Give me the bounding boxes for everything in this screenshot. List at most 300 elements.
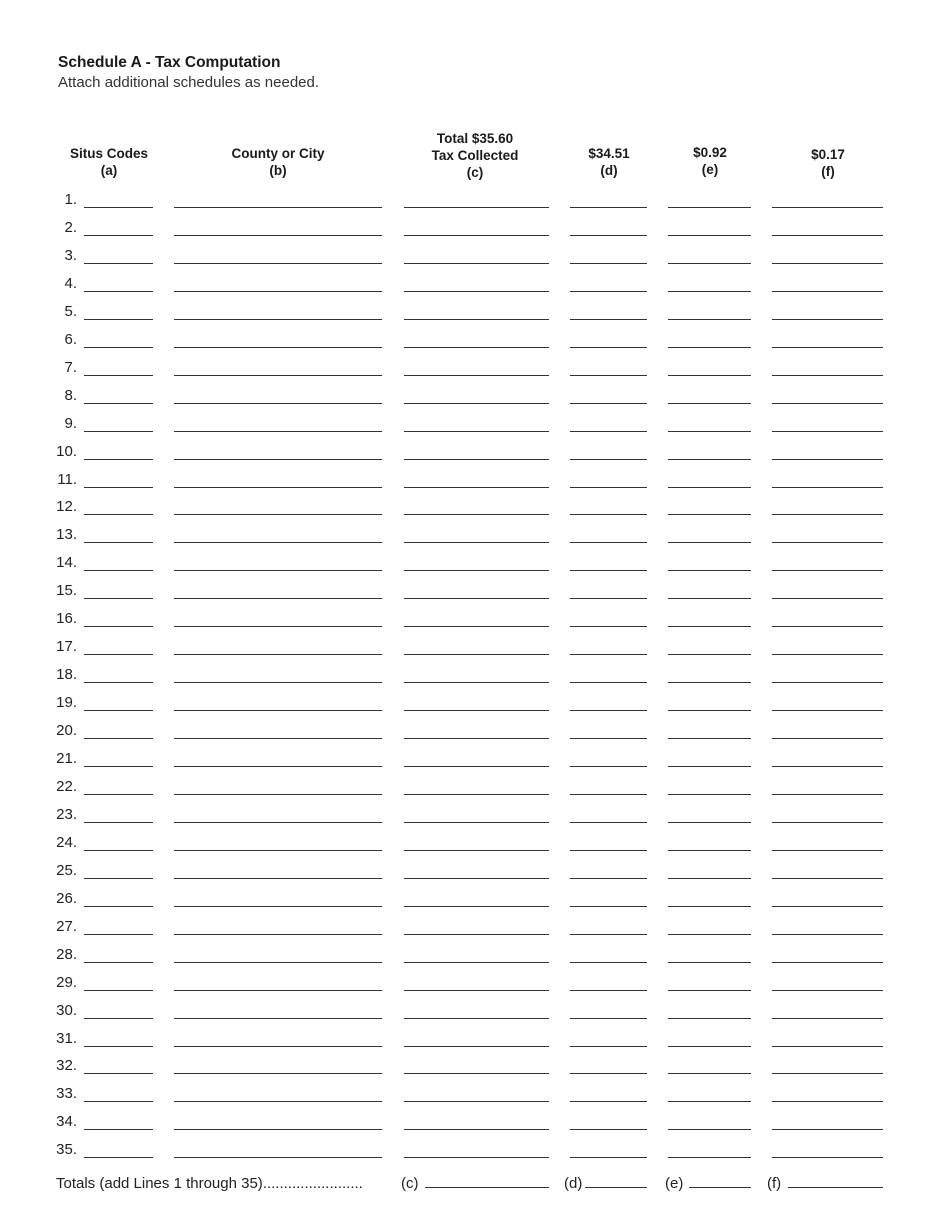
totals-f-field[interactable] <box>788 1187 883 1188</box>
row-number: 15. <box>56 582 77 600</box>
entry-field-e[interactable] <box>668 822 751 823</box>
entry-field-d[interactable] <box>570 347 647 348</box>
entry-field-c[interactable] <box>404 1129 549 1130</box>
entry-field-d[interactable] <box>570 934 647 935</box>
entry-field-b[interactable] <box>174 291 382 292</box>
table-row <box>0 947 950 975</box>
row-number: 12. <box>56 498 77 516</box>
entry-field-e[interactable] <box>668 542 751 543</box>
entry-field-f[interactable] <box>772 291 883 292</box>
entry-field-e[interactable] <box>668 207 751 208</box>
entry-field-f[interactable] <box>772 347 883 348</box>
entry-field-f[interactable] <box>772 654 883 655</box>
totals-c-label: (c) <box>401 1175 419 1192</box>
entry-field-d[interactable] <box>570 514 647 515</box>
entry-field-e[interactable] <box>668 291 751 292</box>
column-header-e-line: (e) <box>701 162 719 177</box>
table-row <box>0 444 950 472</box>
entry-field-e[interactable] <box>668 738 751 739</box>
table-row <box>0 416 950 444</box>
column-header-c-line: (c) <box>466 165 484 180</box>
entry-field-f[interactable] <box>772 1101 883 1102</box>
entry-field-e[interactable] <box>668 319 751 320</box>
table-row <box>0 304 950 332</box>
entry-field-d[interactable] <box>570 1073 647 1074</box>
entry-field-b[interactable] <box>174 263 382 264</box>
entry-field-b[interactable] <box>174 1073 382 1074</box>
entry-field-a[interactable] <box>84 291 153 292</box>
entry-field-d[interactable] <box>570 542 647 543</box>
entry-field-b[interactable] <box>174 990 382 991</box>
entry-field-b[interactable] <box>174 570 382 571</box>
row-number: 28. <box>56 945 77 963</box>
entry-field-c[interactable] <box>404 570 549 571</box>
table-row <box>0 276 950 304</box>
entry-field-a[interactable] <box>84 459 153 460</box>
entry-field-c[interactable] <box>404 263 549 264</box>
table-row <box>0 779 950 807</box>
entry-field-f[interactable] <box>772 235 883 236</box>
entry-field-b[interactable] <box>174 794 382 795</box>
entry-field-d[interactable] <box>570 962 647 963</box>
entry-field-d[interactable] <box>570 459 647 460</box>
entry-field-b[interactable] <box>174 822 382 823</box>
entry-field-f[interactable] <box>772 682 883 683</box>
entry-field-e[interactable] <box>668 570 751 571</box>
column-header-e-line: $0.92 <box>693 145 727 160</box>
entry-field-f[interactable] <box>772 570 883 571</box>
entry-field-f[interactable] <box>772 794 883 795</box>
entry-field-e[interactable] <box>668 878 751 879</box>
entry-field-f[interactable] <box>772 1073 883 1074</box>
entry-field-c[interactable] <box>404 207 549 208</box>
entry-field-a[interactable] <box>84 514 153 515</box>
totals-d-field[interactable] <box>585 1187 647 1188</box>
entry-field-b[interactable] <box>174 235 382 236</box>
entry-field-e[interactable] <box>668 1046 751 1047</box>
entry-field-a[interactable] <box>84 962 153 963</box>
entry-field-c[interactable] <box>404 878 549 879</box>
entry-field-a[interactable] <box>84 878 153 879</box>
table-row <box>0 919 950 947</box>
totals-c-field[interactable] <box>425 1187 549 1188</box>
table-row <box>0 1142 950 1170</box>
entry-field-d[interactable] <box>570 850 647 851</box>
entry-field-e[interactable] <box>668 1073 751 1074</box>
entry-field-e[interactable] <box>668 934 751 935</box>
entry-field-d[interactable] <box>570 626 647 627</box>
entry-field-f[interactable] <box>772 934 883 935</box>
entry-field-e[interactable] <box>668 375 751 376</box>
entry-field-b[interactable] <box>174 934 382 935</box>
entry-field-a[interactable] <box>84 263 153 264</box>
table-row <box>0 807 950 835</box>
entry-field-c[interactable] <box>404 794 549 795</box>
entry-field-c[interactable] <box>404 710 549 711</box>
entry-field-a[interactable] <box>84 570 153 571</box>
column-header-f-line: (f) <box>821 164 835 179</box>
entry-field-e[interactable] <box>668 1018 751 1019</box>
column-header-f <box>738 146 918 180</box>
entry-field-c[interactable] <box>404 598 549 599</box>
table-row <box>0 388 950 416</box>
entry-field-b[interactable] <box>174 682 382 683</box>
entry-field-b[interactable] <box>174 1129 382 1130</box>
table-row <box>0 667 950 695</box>
entry-field-b[interactable] <box>174 1101 382 1102</box>
entry-field-c[interactable] <box>404 990 549 991</box>
column-header-f-line: $0.17 <box>811 147 845 162</box>
row-number: 25. <box>56 861 77 879</box>
entry-field-e[interactable] <box>668 1129 751 1130</box>
entry-field-d[interactable] <box>570 431 647 432</box>
entry-field-a[interactable] <box>84 990 153 991</box>
table-row <box>0 611 950 639</box>
table-row <box>0 583 950 611</box>
row-number: 22. <box>56 777 77 795</box>
entry-field-f[interactable] <box>772 487 883 488</box>
entry-field-f[interactable] <box>772 514 883 515</box>
entry-field-d[interactable] <box>570 822 647 823</box>
column-header-c-line: Total $35.60 <box>436 131 514 146</box>
entry-field-d[interactable] <box>570 682 647 683</box>
entry-field-d[interactable] <box>570 598 647 599</box>
row-number: 32. <box>56 1057 77 1075</box>
entry-field-b[interactable] <box>174 459 382 460</box>
table-row <box>0 891 950 919</box>
entry-field-c[interactable] <box>404 934 549 935</box>
column-header-a-line: (a) <box>100 163 118 178</box>
table-row <box>0 1031 950 1059</box>
entry-field-c[interactable] <box>404 1073 549 1074</box>
entry-field-d[interactable] <box>570 990 647 991</box>
entry-field-b[interactable] <box>174 738 382 739</box>
entry-field-f[interactable] <box>772 319 883 320</box>
entry-field-e[interactable] <box>668 1101 751 1102</box>
entry-field-f[interactable] <box>772 990 883 991</box>
entry-field-c[interactable] <box>404 1101 549 1102</box>
entry-field-c[interactable] <box>404 431 549 432</box>
entry-field-a[interactable] <box>84 850 153 851</box>
column-header-b-line: County or City <box>231 146 325 161</box>
entry-field-d[interactable] <box>570 207 647 208</box>
entry-field-d[interactable] <box>570 906 647 907</box>
entry-field-a[interactable] <box>84 1101 153 1102</box>
entry-field-a[interactable] <box>84 682 153 683</box>
entry-field-c[interactable] <box>404 347 549 348</box>
column-header-d-line: $34.51 <box>588 146 630 161</box>
entry-field-b[interactable] <box>174 431 382 432</box>
entry-field-b[interactable] <box>174 207 382 208</box>
entry-field-e[interactable] <box>668 682 751 683</box>
entry-field-e[interactable] <box>668 487 751 488</box>
totals-row <box>0 1172 950 1200</box>
entry-field-f[interactable] <box>772 766 883 767</box>
entry-field-b[interactable] <box>174 906 382 907</box>
entry-field-f[interactable] <box>772 1018 883 1019</box>
entry-field-e[interactable] <box>668 1157 751 1158</box>
entry-field-f[interactable] <box>772 850 883 851</box>
entry-field-e[interactable] <box>668 403 751 404</box>
entry-field-b[interactable] <box>174 962 382 963</box>
entry-field-d[interactable] <box>570 766 647 767</box>
entry-field-d[interactable] <box>570 403 647 404</box>
entry-field-e[interactable] <box>668 654 751 655</box>
entry-field-d[interactable] <box>570 263 647 264</box>
entry-field-b[interactable] <box>174 626 382 627</box>
entry-field-a[interactable] <box>84 375 153 376</box>
schedule-title: Schedule A - Tax Computation <box>58 54 281 71</box>
entry-field-a[interactable] <box>84 738 153 739</box>
entry-field-f[interactable] <box>772 1129 883 1130</box>
schedule-subtitle: Attach additional schedules as needed. <box>58 74 320 91</box>
column-header-d-line: (d) <box>600 163 618 178</box>
entry-field-e[interactable] <box>668 459 751 460</box>
entry-field-e[interactable] <box>668 514 751 515</box>
totals-d-label: (d) <box>564 1175 583 1192</box>
entry-field-b[interactable] <box>174 850 382 851</box>
totals-label: Totals (add Lines 1 through 35)........................ <box>56 1175 363 1192</box>
entry-field-c[interactable] <box>404 459 549 460</box>
entry-field-a[interactable] <box>84 542 153 543</box>
entry-field-d[interactable] <box>570 570 647 571</box>
row-number: 24. <box>56 833 77 851</box>
entry-field-b[interactable] <box>174 1046 382 1047</box>
entry-field-a[interactable] <box>84 766 153 767</box>
entry-field-c[interactable] <box>404 962 549 963</box>
row-number: 30. <box>56 1001 77 1019</box>
row-number: 16. <box>56 610 77 628</box>
row-number: 5. <box>64 302 77 320</box>
entry-field-d[interactable] <box>570 1018 647 1019</box>
table-row <box>0 555 950 583</box>
entry-field-c[interactable] <box>404 1046 549 1047</box>
table-row <box>0 639 950 667</box>
entry-field-c[interactable] <box>404 682 549 683</box>
table-row <box>0 723 950 751</box>
entry-field-e[interactable] <box>668 850 751 851</box>
entry-field-a[interactable] <box>84 822 153 823</box>
entry-field-f[interactable] <box>772 598 883 599</box>
row-number: 4. <box>64 274 77 292</box>
entry-field-e[interactable] <box>668 263 751 264</box>
entry-field-a[interactable] <box>84 1073 153 1074</box>
entry-field-f[interactable] <box>772 962 883 963</box>
row-number: 21. <box>56 750 77 767</box>
row-number: 9. <box>64 414 77 432</box>
entry-field-a[interactable] <box>84 235 153 236</box>
entry-field-d[interactable] <box>570 375 647 376</box>
table-row <box>0 1086 950 1114</box>
table-row <box>0 472 950 500</box>
row-number: 14. <box>56 554 77 572</box>
entry-field-f[interactable] <box>772 375 883 376</box>
entry-field-b[interactable] <box>174 710 382 711</box>
entry-field-e[interactable] <box>668 235 751 236</box>
row-number: 27. <box>56 917 77 935</box>
row-number: 33. <box>56 1085 77 1103</box>
entry-field-f[interactable] <box>772 431 883 432</box>
entry-field-e[interactable] <box>668 710 751 711</box>
totals-e-label: (e) <box>665 1175 684 1192</box>
entry-field-f[interactable] <box>772 459 883 460</box>
entry-field-c[interactable] <box>404 542 549 543</box>
entry-field-d[interactable] <box>570 654 647 655</box>
entry-field-b[interactable] <box>174 654 382 655</box>
entry-field-d[interactable] <box>570 319 647 320</box>
entry-field-a[interactable] <box>84 710 153 711</box>
entry-field-c[interactable] <box>404 654 549 655</box>
entry-field-d[interactable] <box>570 487 647 488</box>
entry-field-a[interactable] <box>84 1129 153 1130</box>
column-header-a-line: Situs Codes <box>69 146 148 161</box>
entry-field-a[interactable] <box>84 319 153 320</box>
table-row <box>0 499 950 527</box>
entry-field-e[interactable] <box>668 962 751 963</box>
table-row <box>0 220 950 248</box>
entry-field-f[interactable] <box>772 878 883 879</box>
entry-field-f[interactable] <box>772 710 883 711</box>
entry-field-b[interactable] <box>174 878 382 879</box>
row-number: 6. <box>64 330 77 348</box>
entry-field-b[interactable] <box>174 403 382 404</box>
column-header-b <box>188 145 368 179</box>
entry-field-d[interactable] <box>570 1129 647 1130</box>
entry-field-c[interactable] <box>404 906 549 907</box>
table-row <box>0 863 950 891</box>
table-row <box>0 835 950 863</box>
entry-field-a[interactable] <box>84 487 153 488</box>
row-number: 26. <box>56 889 77 907</box>
table-row <box>0 360 950 388</box>
entry-field-a[interactable] <box>84 1018 153 1019</box>
entry-field-b[interactable] <box>174 514 382 515</box>
entry-field-f[interactable] <box>772 542 883 543</box>
entry-field-a[interactable] <box>84 1157 153 1158</box>
entry-field-b[interactable] <box>174 542 382 543</box>
entry-field-c[interactable] <box>404 1018 549 1019</box>
entry-field-a[interactable] <box>84 347 153 348</box>
entry-field-b[interactable] <box>174 319 382 320</box>
entry-field-d[interactable] <box>570 794 647 795</box>
entry-field-e[interactable] <box>668 431 751 432</box>
row-number: 10. <box>56 442 77 460</box>
entry-field-d[interactable] <box>570 291 647 292</box>
entry-field-a[interactable] <box>84 598 153 599</box>
entry-field-b[interactable] <box>174 347 382 348</box>
entry-field-f[interactable] <box>772 1046 883 1047</box>
entry-field-c[interactable] <box>404 738 549 739</box>
row-number: 2. <box>64 218 77 236</box>
entry-field-c[interactable] <box>404 514 549 515</box>
entry-field-d[interactable] <box>570 1101 647 1102</box>
entry-field-b[interactable] <box>174 1157 382 1158</box>
entry-field-c[interactable] <box>404 822 549 823</box>
column-header-b-line: (b) <box>269 163 287 178</box>
entry-field-c[interactable] <box>404 626 549 627</box>
table-row <box>0 248 950 276</box>
entry-field-d[interactable] <box>570 738 647 739</box>
entry-field-b[interactable] <box>174 375 382 376</box>
entry-field-d[interactable] <box>570 1157 647 1158</box>
entry-field-e[interactable] <box>668 794 751 795</box>
entry-field-a[interactable] <box>84 934 153 935</box>
entry-field-b[interactable] <box>174 487 382 488</box>
table-row <box>0 975 950 1003</box>
entry-field-e[interactable] <box>668 598 751 599</box>
entry-field-f[interactable] <box>772 1157 883 1158</box>
row-number: 34. <box>56 1113 77 1131</box>
entry-field-c[interactable] <box>404 291 549 292</box>
entry-field-f[interactable] <box>772 626 883 627</box>
entry-field-a[interactable] <box>84 403 153 404</box>
entry-field-a[interactable] <box>84 906 153 907</box>
table-row <box>0 1003 950 1031</box>
entry-field-f[interactable] <box>772 906 883 907</box>
entry-field-d[interactable] <box>570 235 647 236</box>
row-number: 7. <box>64 358 77 376</box>
entry-field-f[interactable] <box>772 403 883 404</box>
entry-field-f[interactable] <box>772 207 883 208</box>
entry-field-c[interactable] <box>404 487 549 488</box>
entry-field-d[interactable] <box>570 878 647 879</box>
row-number: 35. <box>56 1141 77 1159</box>
table-row <box>0 1114 950 1142</box>
entry-field-a[interactable] <box>84 207 153 208</box>
table-row <box>0 751 950 779</box>
row-number: 20. <box>56 722 77 740</box>
entry-field-e[interactable] <box>668 626 751 627</box>
row-number: 23. <box>56 805 77 823</box>
row-number: 29. <box>56 973 77 991</box>
entry-field-e[interactable] <box>668 347 751 348</box>
totals-e-field[interactable] <box>689 1187 751 1188</box>
row-number: 18. <box>56 666 77 684</box>
entry-field-e[interactable] <box>668 766 751 767</box>
entry-field-e[interactable] <box>668 990 751 991</box>
entry-field-d[interactable] <box>570 1046 647 1047</box>
entry-field-e[interactable] <box>668 906 751 907</box>
table-row <box>0 332 950 360</box>
table-row <box>0 527 950 555</box>
entry-field-b[interactable] <box>174 598 382 599</box>
table-row <box>0 1058 950 1086</box>
entry-field-b[interactable] <box>174 1018 382 1019</box>
entry-field-b[interactable] <box>174 766 382 767</box>
entry-field-a[interactable] <box>84 626 153 627</box>
entry-field-c[interactable] <box>404 850 549 851</box>
table-row <box>0 192 950 220</box>
entry-field-c[interactable] <box>404 403 549 404</box>
row-number: 17. <box>56 638 77 656</box>
row-number: 3. <box>64 246 77 264</box>
table-row <box>0 695 950 723</box>
entry-field-c[interactable] <box>404 766 549 767</box>
entry-field-a[interactable] <box>84 431 153 432</box>
entry-field-c[interactable] <box>404 375 549 376</box>
entry-field-c[interactable] <box>404 1157 549 1158</box>
entry-field-f[interactable] <box>772 738 883 739</box>
entry-field-c[interactable] <box>404 235 549 236</box>
entry-field-d[interactable] <box>570 710 647 711</box>
entry-field-a[interactable] <box>84 654 153 655</box>
entry-field-a[interactable] <box>84 1046 153 1047</box>
entry-field-c[interactable] <box>404 319 549 320</box>
entry-field-f[interactable] <box>772 822 883 823</box>
entry-field-a[interactable] <box>84 794 153 795</box>
entry-field-f[interactable] <box>772 263 883 264</box>
totals-f-label: (f) <box>767 1175 782 1192</box>
